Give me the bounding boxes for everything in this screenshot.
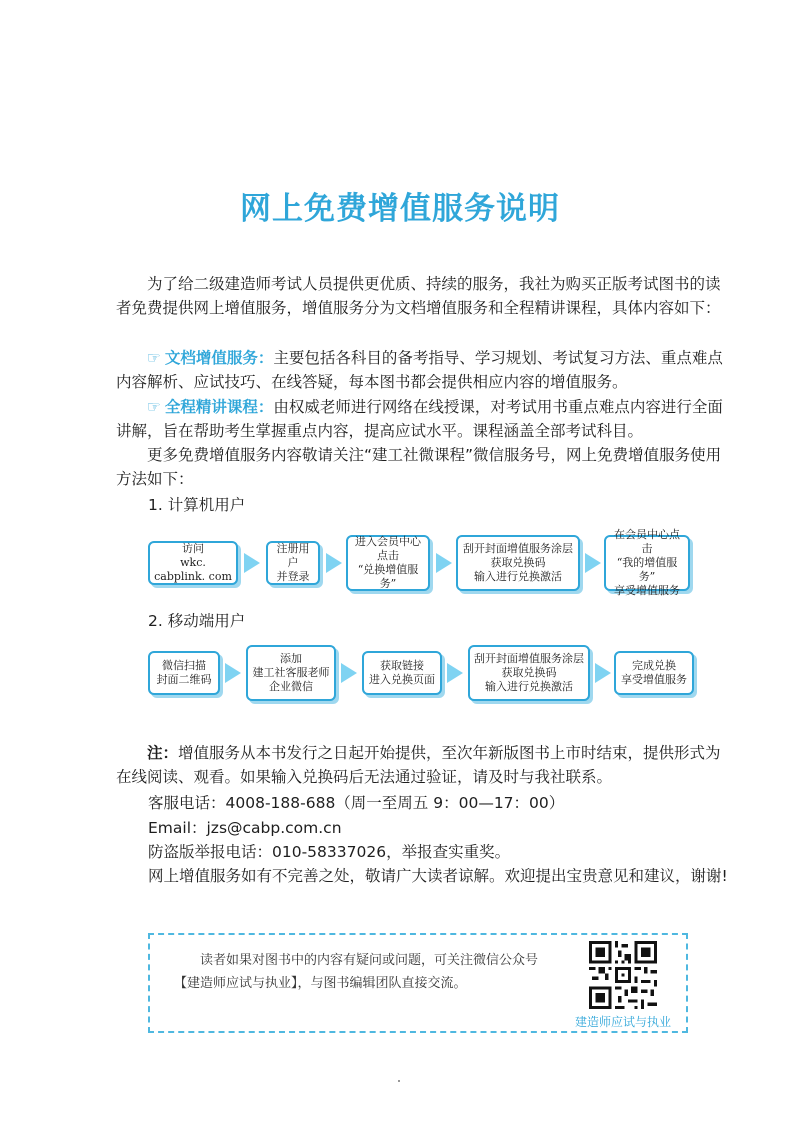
mobile-step-complete: 完成兑换 享受增值服务 bbox=[614, 651, 694, 695]
intro-paragraph: 为了给二级建造师考试人员提供更优质、持续的服务，我社为购买正版考试图书的读者免费提供网上增值服务，增值服务分为文档增值服务和全程精讲课程，具体内容如下： bbox=[116, 275, 721, 317]
mobile-step-scratch-code: 刮开封面增值服务涂层 获取兑换码 输入进行兑换激活 bbox=[468, 645, 590, 701]
service-doc-label: 文档增值服务： bbox=[164, 349, 274, 367]
contact-piracy-hotline: 防盗版举报电话：010-58337026，举报查实重奖。 bbox=[148, 843, 511, 861]
note-label: 注： bbox=[147, 744, 179, 762]
service-course-text: 由权威老师进行网络在线授课，对考试用书重点难点内容进行全面讲解，旨在帮助考生掌握重点内容，提高应试水平。课程涵盖全部考试科目。 bbox=[116, 398, 723, 440]
pc-step-visit: 访问 wkc. cabplink. com bbox=[148, 541, 238, 585]
contact-phone: 客服电话：4008-188-688（周一至周五 9：00—17：00） bbox=[148, 794, 565, 812]
arrow-right-icon bbox=[326, 553, 342, 573]
qr-caption: 建造师应试与执业 bbox=[574, 1015, 671, 1029]
service-doc-text: 主要包括各科目的备考指导、学习规划、考试复习方法、重点难点内容解析、应试技巧、在线答疑，每本图书都会提供相应内容的增值服务。 bbox=[116, 349, 723, 391]
pc-flowchart bbox=[0, 528, 800, 605]
mobile-section-label: 2. 移动端用户 bbox=[148, 612, 246, 630]
note-text: 增值服务从本书发行之日起开始提供，至次年新版图书上市时结束，提供形式为在线阅读、观看。如果输入兑换码后无法通过验证，请及时与我社联系。 bbox=[116, 744, 721, 786]
pc-step-member-center: 进入会员中心 点击 “兑换增值服务” bbox=[346, 535, 430, 591]
mobile-step-add-wechat: 添加 建工社客服老师 企业微信 bbox=[246, 645, 336, 701]
pc-step-scratch-code: 刮开封面增值服务涂层 获取兑换码 输入进行兑换激活 bbox=[456, 535, 580, 591]
qr-code-icon bbox=[589, 941, 657, 1009]
service-course bbox=[116, 395, 726, 443]
arrow-right-icon bbox=[595, 663, 611, 683]
more-info-paragraph: 更多免费增值服务内容敬请关注“建工社微课程”微信服务号，网上免费增值服务使用方法如下： bbox=[116, 446, 722, 488]
note-paragraph bbox=[116, 741, 726, 789]
page-title: 网上免费增值服务说明 bbox=[240, 191, 560, 227]
arrow-right-icon bbox=[436, 553, 452, 573]
pointing-hand-icon: ☞ bbox=[147, 349, 161, 367]
pointing-hand-icon: ☞ bbox=[147, 398, 161, 416]
closing-remark: 网上增值服务如有不完善之处，敬请广大读者谅解。欢迎提出宝贵意见和建议，谢谢! bbox=[148, 867, 728, 885]
pc-step-enjoy: 在会员中心点击 “我的增值服务” 享受增值服务 bbox=[604, 535, 690, 591]
arrow-right-icon bbox=[244, 553, 260, 573]
service-doc bbox=[116, 346, 726, 394]
mobile-flowchart bbox=[0, 645, 800, 715]
arrow-right-icon bbox=[341, 663, 357, 683]
service-course-label: 全程精讲课程： bbox=[164, 398, 274, 416]
page-dot bbox=[398, 1080, 400, 1082]
arrow-right-icon bbox=[585, 553, 601, 573]
arrow-right-icon bbox=[225, 663, 241, 683]
qr-block bbox=[568, 941, 678, 1030]
feedback-text: 读者如果对图书中的内容有疑问或问题，可关注微信公众号【建造师应试与执业】，与图书编辑团队直接交流。 bbox=[174, 953, 539, 991]
feedback-box bbox=[148, 933, 688, 1033]
pc-step-register: 注册用户 并登录 bbox=[266, 541, 320, 585]
mobile-step-scan: 微信扫描 封面二维码 bbox=[148, 651, 220, 695]
pc-section-label: 1. 计算机用户 bbox=[148, 496, 246, 514]
arrow-right-icon bbox=[447, 663, 463, 683]
mobile-step-get-link: 获取链接 进入兑换页面 bbox=[362, 651, 442, 695]
contact-email: Email：jzs@cabp.com.cn bbox=[148, 819, 342, 837]
